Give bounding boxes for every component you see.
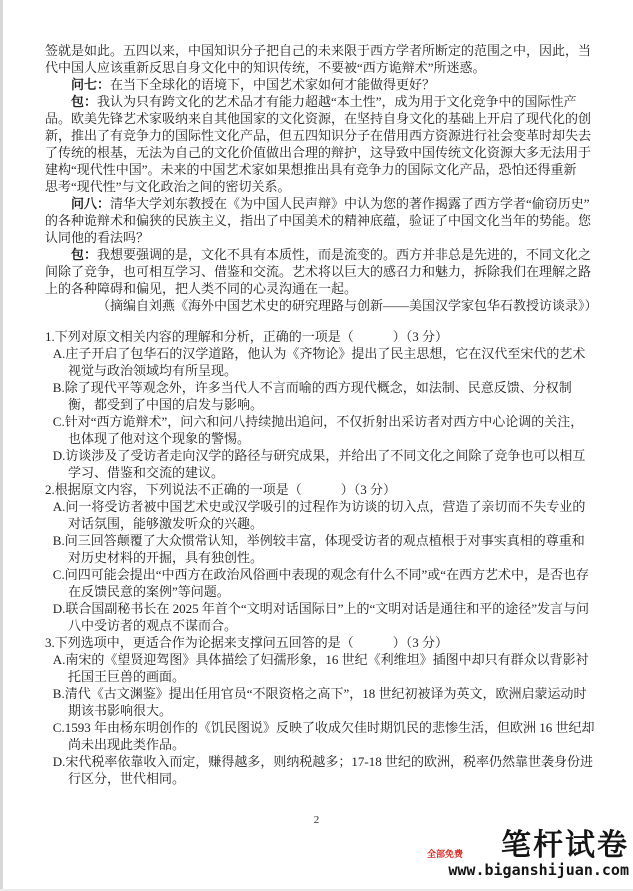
question-block [45, 481, 595, 634]
passage-line: 上的各种障碍和偏见，把人类不同的心灵沟通在一起。 [45, 281, 358, 296]
question-option: C.问四可能会提出“中西方在政治风俗画中表现的观念有什么不同”或“在西方艺术中，是否也存在反馈民意的案例”等问题。 [52, 567, 590, 599]
speaker-label: 问八： [71, 196, 111, 211]
page-content [45, 42, 598, 787]
watermark-brand-row [429, 831, 629, 861]
passage-line: （摘编自刘燕《海外中国艺术史的研究理路与创新——美国汉学家包华石教授访谈录》） [97, 298, 598, 313]
question-block [45, 328, 595, 481]
question-option: D.联合国副秘书长在 2025 年首个“文明对话国际日”上的“文明对话是通往和平的途径”发言与问八中受访者的观点不谋而合。 [52, 601, 590, 633]
passage-line: 包：我认为只有跨文化的艺术品才有能力超越“本土性”，成为用于文化竞争中的国际性产 [71, 94, 577, 109]
question-option: A.南宋的《望贤迎驾图》具体描绘了妇孺形象，16 世纪《利维坦》插图中却只有群众以背影衬托国王巨兽的画面。 [52, 652, 589, 684]
passage-line: 的各种诡辩术和偏狭的民族主义，指出了中国美术的精神底蕴，验证了中国文化当年的势能。您 [45, 213, 592, 228]
passage-line: 问八：清华大学刘东教授在《为中国人民声辩》中认为您的著作揭露了西方学者“偷窃历史” [71, 196, 590, 211]
passage-line: 问七：在当下全球化的语境下，中国艺术家如何才能做得更好？ [71, 77, 436, 92]
passage-line: 新，推出了有竞争力的国际性文化产品，但五四知识分子在借用西方资源进行社会变革时却失去 [45, 128, 592, 143]
page-number: 2 [313, 814, 320, 826]
question-stem: 2.根据原文内容，下列说法不正确的一项是（ ）（3 分） [45, 482, 397, 497]
speaker-label: 包： [71, 94, 98, 109]
watermark-brand: 笔杆试卷 [501, 829, 629, 862]
passage-line: 代中国人应该重新反思自身文化中的知识传统，不要被“西方诡辩术”所迷惑。 [45, 60, 486, 75]
passage-line: 包：我想要强调的是，文化不具有本质性，而是流变的。西方并非总是先进的，不同文化之 [71, 247, 592, 262]
question-option: B.除了现代平等观念外，许多当代人不言而喻的西方现代概念，如法制、民意反馈、分权制衡，都受到了中国的启发与影响。 [52, 380, 572, 412]
watermark-free-tag: 全部免费 [427, 849, 464, 859]
passage-line: 间除了竞争，也可相互学习、借鉴和交流。艺术将以巨大的感召力和魅力，拆除我们在理解之路 [45, 264, 592, 279]
question-block [45, 634, 595, 787]
passage-line: 签就是如此。五四以来，中国知识分子把自己的未来限于西方学者所断定的范围之中，因此，当 [45, 43, 592, 58]
speaker-label: 包： [71, 247, 98, 262]
question-stem: 1.下列对原文相关内容的理解和分析，正确的一项是（ ）（3 分） [45, 329, 449, 344]
question-option: D.宋代税率依靠收入而定，赚得越多，则纳税越多；17-18 世纪的欧洲，税率仍然靠世袭身份进行区分，世代相同。 [52, 754, 594, 786]
question-option: B.问三回答颠覆了大众惯常认知，举例较丰富，体现受访者的观点植根于对事实真相的尊重和对历史材料的开掘，具有独创性。 [52, 533, 585, 565]
scan-left-edge [0, 0, 3, 891]
passage-line: 了传统的根基，无法为自己的文化价值做出合理的辩护，这导致中国传统文化资源大多无法用于 [45, 145, 592, 160]
question-stem: 3.下列选项中，更适合作为论据来支撑问五回答的是（ ）（3 分） [45, 635, 449, 650]
passage-line: 品。欧美先锋艺术家吸纳来自其他国家的文化资源，在坚持自身文化的基础上开启了现代化的创 [45, 111, 592, 126]
question-option: B.清代《古文渊鉴》提出任用官员“不限资格之高下”，18 世纪初被译为英文，欧洲启蒙运动时期该书影响很大。 [52, 686, 587, 718]
question-option: A.问一将受访者被中国艺术史或汉学吸引的过程作为访谈的切入点，营造了亲切而不失专业的对话氛围，能够激发听众的兴趣。 [52, 499, 586, 531]
question-option: C.针对“西方诡辩术”，问六和问八持续抛出追问，不仅折射出采访者对西方中心论调的关注，也体现了他对这个现象的警惕。 [52, 414, 584, 446]
passage [45, 42, 598, 314]
question-option: D.访谈涉及了受访者走向汉学的路径与研究成果，并给出了不同文化之间除了竞争也可以相互学习、借鉴和交流的建议。 [52, 448, 586, 480]
passage-line: 思考“现代性”与文化政治之间的密切关系。 [45, 179, 291, 194]
questions [45, 328, 595, 787]
question-option: C.1593 年由杨东明创作的《饥民图说》反映了收成欠佳时期饥民的悲惨生活，但欧洲 16 世纪却尚未出现此类作品。 [52, 720, 595, 752]
watermark [429, 831, 629, 879]
passage-line: 认同他的看法吗？ [45, 230, 150, 245]
watermark-url: www.biganshijuan.com [448, 861, 629, 879]
question-option: A.庄子开启了包华石的汉学道路，他认为《齐物论》提出了民主思想，它在汉代至宋代的艺术视觉与政治领域均有所呈现。 [52, 346, 586, 378]
speaker-label: 问七： [71, 77, 111, 92]
passage-line: 建构“现代性中国”。未来的中国艺术家如果想推出具有竞争力的国际文化产品，恐怕还得重新 [45, 162, 577, 177]
